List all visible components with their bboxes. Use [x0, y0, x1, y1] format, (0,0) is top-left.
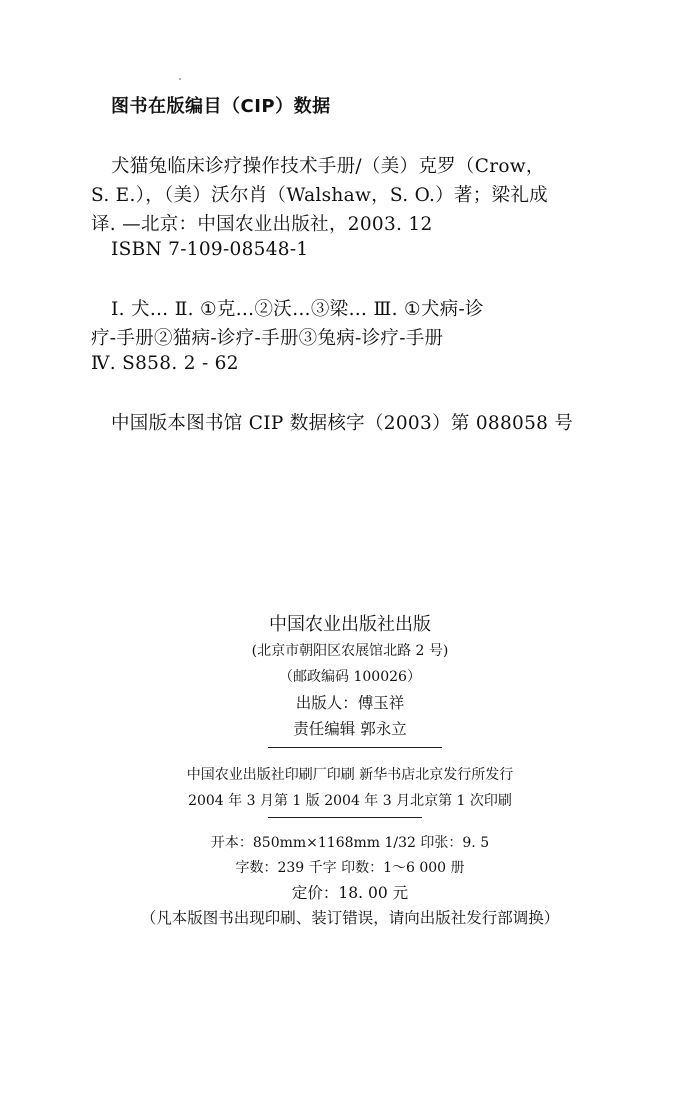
isbn-line: ISBN 7-109-08548-1 [111, 239, 309, 260]
publisher-name: 中国农业出版社出版 [269, 614, 431, 635]
edition-line: 2004 年 3 月第 1 版 2004 年 3 月北京第 1 次印刷 [188, 793, 512, 809]
cip-heading: 图书在版编目（CIP）数据 [111, 96, 331, 117]
words-line: 字数：239 千字 印数：1～6 000 册 [235, 860, 465, 876]
publisher-person: 出版人：傅玉祥 [295, 694, 405, 712]
title-line-2: S. E.），（美）沃尔肖（Walshaw，S. O.）著；梁礼成 [91, 185, 548, 206]
printer-line: 中国农业出版社印刷厂印刷 新华书店北京发行所发行 [186, 767, 514, 783]
subject-line-3: Ⅳ. S858. 2 - 62 [91, 353, 239, 374]
title-line-3: 译. —北京：中国农业出版社，2003. 12 [91, 214, 433, 235]
title-line-1: 犬猫兔临床诊疗操作技术手册/（美）克罗（Crow， [111, 156, 545, 177]
divider-rule-2 [268, 817, 422, 818]
notice-line: （凡本版图书出现印刷、装订错误，请向出版社发行部调换） [140, 909, 560, 927]
divider-rule-1 [268, 747, 442, 748]
publisher-address: (北京市朝阳区农展馆北路 2 号) [251, 643, 449, 659]
format-line: 开本：850mm×1168mm 1/32 印张：9. 5 [210, 835, 490, 851]
subject-line-2: 疗-手册②猫病-诊疗-手册③兔病-诊疗-手册 [91, 328, 444, 349]
subject-line-1: Ⅰ. 犬… Ⅱ. ①克…②沃…③梁… Ⅲ. ①犬病-诊 [111, 299, 484, 320]
speck [179, 78, 181, 80]
cip-record-line: 中国版本图书馆 CIP 数据核字（2003）第 088058 号 [111, 413, 574, 434]
price-line: 定价：18. 00 元 [291, 884, 409, 902]
responsible-editor: 责任编辑 郭永立 [293, 720, 407, 738]
publisher-postcode: （邮政编码 100026） [279, 669, 421, 685]
